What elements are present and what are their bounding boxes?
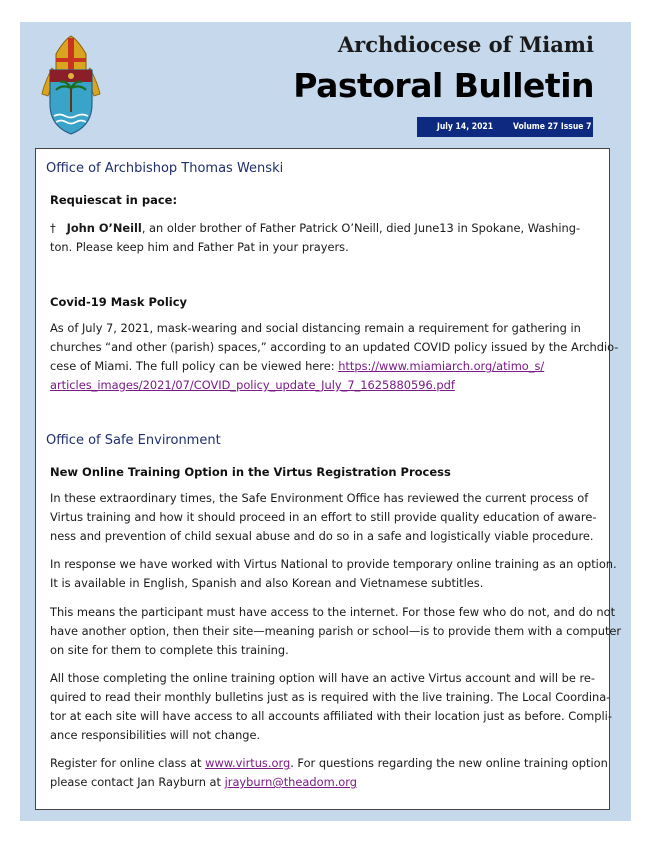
training-paragraph-2 bbox=[50, 555, 617, 593]
text-line: ance responsibilities will not change. bbox=[50, 728, 261, 742]
obituary-paragraph bbox=[50, 219, 590, 257]
obituary-text-line1: , an older brother of Father Patrick O’Neill, died June13 in Spokane, Washing- bbox=[141, 221, 581, 235]
text-line: In response we have worked with Virtus National to provide temporary online training as an option. bbox=[50, 557, 617, 571]
covid-line2: churches “and other (parish) spaces,” according to an updated COVID policy issued by the Archdio- bbox=[50, 340, 619, 354]
issue-volume: Volume 27 Issue 7 bbox=[513, 122, 592, 132]
contact-email-link[interactable]: jrayburn@theadom.org bbox=[224, 775, 357, 789]
organization-name: Archdiocese of Miami bbox=[337, 32, 594, 57]
text-line: tor at each site will have access to all accounts affiliated with their location just as before. Compli- bbox=[50, 709, 612, 723]
training-paragraph-1 bbox=[50, 489, 597, 546]
training-paragraph-3 bbox=[50, 603, 622, 660]
register-text-post: . For questions regarding the new online training option bbox=[290, 756, 608, 770]
covid-line3: cese of Miami. The full policy can be viewed here: bbox=[50, 359, 339, 373]
training-paragraph-4 bbox=[50, 669, 612, 745]
contact-text: please contact Jan Rayburn at bbox=[50, 775, 225, 789]
cross-icon: † bbox=[50, 221, 56, 235]
covid-heading: Covid-19 Mask Policy bbox=[50, 295, 188, 309]
covid-policy-link-part2[interactable]: articles_images/2021/07/COVID_policy_update_July_7_1625880596.pdf bbox=[50, 378, 455, 392]
text-line: It is available in English, Spanish and also Korean and Vietnamese subtitles. bbox=[50, 576, 484, 590]
requiescat-heading: Requiescat in pace: bbox=[50, 193, 178, 207]
text-line: In these extraordinary times, the Safe Environment Office has reviewed the current process of bbox=[50, 491, 589, 505]
issue-date: July 14, 2021 bbox=[437, 122, 494, 132]
obituary-text-line2: ton. Please keep him and Father Pat in your prayers. bbox=[50, 240, 349, 254]
covid-paragraph bbox=[50, 319, 619, 395]
section-title-safe-environment: Office of Safe Environment bbox=[46, 433, 221, 448]
content-box bbox=[35, 148, 622, 810]
text-line: have another option, then their site—meaning parish or school—is to provide them with a computer bbox=[50, 624, 622, 638]
training-heading: New Online Training Option in the Virtus Registration Process bbox=[50, 465, 451, 479]
text-line: ness and prevention of child sexual abuse and do so in a safe and logistically viable procedure. bbox=[50, 529, 594, 543]
registration-paragraph bbox=[50, 754, 608, 792]
text-line: This means the participant must have access to the internet. For those few who do not, and do not bbox=[50, 605, 616, 619]
register-text: Register for online class at bbox=[50, 756, 206, 770]
covid-policy-link-part1[interactable]: https://www.miamiarch.org/atimo_s/ bbox=[338, 359, 545, 373]
publication-title: Pastoral Bulletin bbox=[293, 66, 594, 105]
text-line: quired to read their monthly bulletins just as is required with the live training. The Local Coordina- bbox=[50, 690, 611, 704]
covid-line1: As of July 7, 2021, mask-wearing and social distancing remain a requirement for gathering in bbox=[50, 321, 581, 335]
text-line: on site for them to complete this training. bbox=[50, 643, 289, 657]
text-line: All those completing the online training option will have an active Virtus account and will be re- bbox=[50, 671, 596, 685]
virtus-link[interactable]: www.virtus.org bbox=[205, 756, 291, 770]
obituary-name: John O’Neill bbox=[66, 221, 142, 235]
issue-info-bar bbox=[417, 117, 593, 137]
section-title-archbishop: Office of Archbishop Thomas Wenski bbox=[46, 161, 284, 176]
text-line: Virtus training and how it should proceed in an effort to still provide quality education of aware- bbox=[50, 510, 597, 524]
archdiocese-crest-logo bbox=[38, 34, 104, 136]
